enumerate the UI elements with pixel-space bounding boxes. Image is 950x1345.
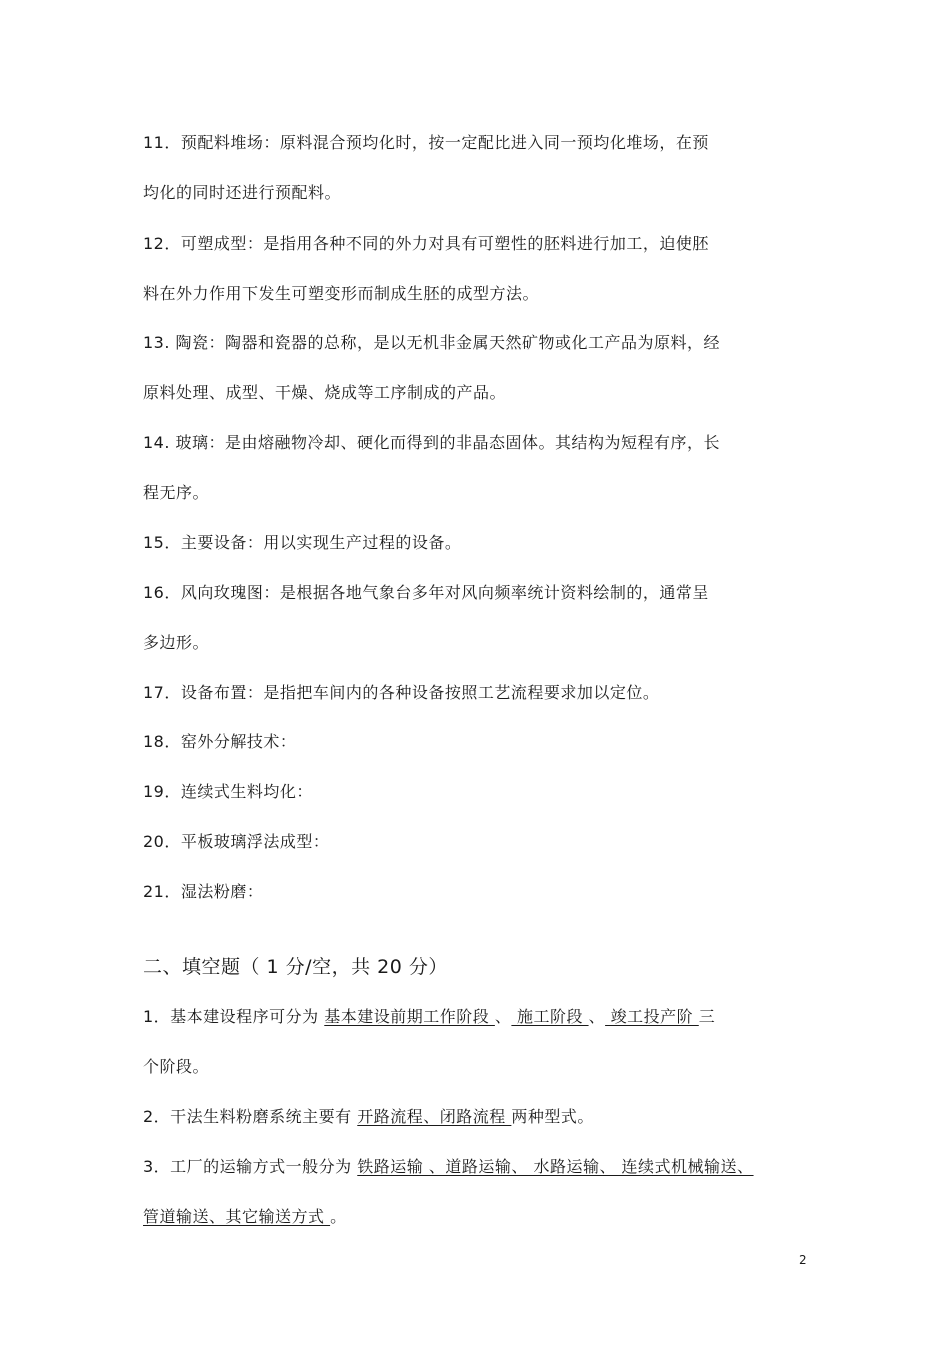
question-1-prefix: 1．基本建设程序可分为 bbox=[143, 1007, 325, 1026]
definition-13-line-1: 13. 陶瓷：陶器和瓷器的总称，是以无机非金属天然矿物或化工产品为原料，经 bbox=[143, 333, 721, 352]
question-1-line-1 bbox=[143, 1007, 715, 1027]
section-heading-fill-in-blanks: 二、填空题（ 1 分/空，共 20 分） bbox=[143, 956, 448, 978]
question-2-answer: 开路流程、闭路流程 bbox=[357, 1107, 512, 1126]
definition-18-line-1: 18．窑外分解技术： bbox=[143, 732, 297, 751]
definition-21-line-1: 21．湿法粉磨： bbox=[143, 882, 264, 901]
question-1-suffix: 三 bbox=[698, 1007, 716, 1026]
definition-14-line-1: 14. 玻璃：是由熔融物冷却、硬化而得到的非晶态固体。其结构为短程有序，长 bbox=[143, 433, 721, 452]
question-2-suffix: 两种型式。 bbox=[511, 1107, 594, 1126]
question-3-prefix: 3．工厂的运输方式一般分为 bbox=[143, 1157, 358, 1176]
definition-13-line-2: 原料处理、成型、干燥、烧成等工序制成的产品。 bbox=[143, 383, 507, 402]
definition-15-line-1: 15．主要设备：用以实现生产过程的设备。 bbox=[143, 533, 462, 552]
definition-14-line-2: 程无序。 bbox=[143, 483, 210, 502]
question-2-prefix: 2．干法生料粉磨系统主要有 bbox=[143, 1107, 358, 1126]
definition-11-line-2: 均化的同时还进行预配料。 bbox=[143, 183, 342, 202]
definition-16-line-2: 多边形。 bbox=[143, 633, 210, 652]
question-3-suffix: 。 bbox=[330, 1207, 347, 1226]
definition-16-line-1: 16．风向玫瑰图：是根据各地气象台多年对风向频率统计资料绘制的，通常呈 bbox=[143, 583, 709, 602]
question-1-answer-2: 施工阶段 bbox=[511, 1007, 589, 1026]
question-3-answer-part-1: 铁路运输 、道路运输、 水路运输、 连续式机械输送、 bbox=[357, 1157, 754, 1176]
question-3-answer-part-2: 管道输送、其它输送方式 bbox=[143, 1207, 331, 1226]
question-1-answer-1: 基本建设前期工作阶段 bbox=[324, 1007, 495, 1026]
question-1-separator-2: 、 bbox=[588, 1007, 606, 1026]
question-3-line-2 bbox=[143, 1207, 347, 1227]
question-1-line-2: 个阶段。 bbox=[143, 1057, 210, 1076]
definition-20-line-1: 20．平板玻璃浮法成型： bbox=[143, 832, 330, 851]
page-number: 2 bbox=[799, 1253, 807, 1267]
definition-12-line-2: 料在外力作用下发生可塑变形而制成生胚的成型方法。 bbox=[143, 284, 540, 303]
definition-11-line-1: 11．预配料堆场：原料混合预均化时，按一定配比进入同一预均化堆场，在预 bbox=[143, 133, 709, 152]
question-3-line-1 bbox=[143, 1157, 754, 1177]
definition-12-line-1: 12．可塑成型：是指用各种不同的外力对具有可塑性的胚料进行加工，迫使胚 bbox=[143, 234, 709, 253]
definition-19-line-1: 19．连续式生料均化： bbox=[143, 782, 313, 801]
question-1-answer-3: 竣工投产阶 bbox=[605, 1007, 699, 1026]
definition-17-line-1: 17．设备布置：是指把车间内的各种设备按照工艺流程要求加以定位。 bbox=[143, 683, 660, 702]
question-2-line-1 bbox=[143, 1107, 594, 1127]
question-1-separator-1: 、 bbox=[494, 1007, 512, 1026]
